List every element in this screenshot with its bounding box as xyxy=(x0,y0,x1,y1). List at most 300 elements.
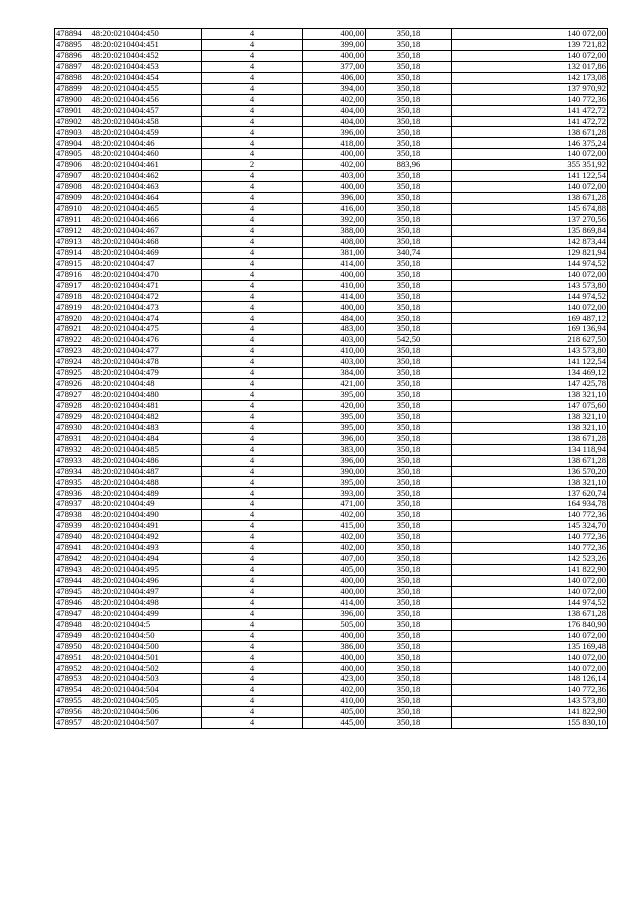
record-number-cell: 478896 xyxy=(55,50,91,61)
area-cell: 407,00 xyxy=(303,554,366,565)
area-cell: 400,00 xyxy=(303,50,366,61)
cadastral-number-cell: 48:20:0210404:482 xyxy=(91,411,202,422)
area-cell: 386,00 xyxy=(303,641,366,652)
cadastral-number-cell: 48:20:0210404:468 xyxy=(91,236,202,247)
record-number-cell: 478918 xyxy=(55,291,91,302)
record-number-cell: 478909 xyxy=(55,193,91,204)
record-number-cell: 478904 xyxy=(55,138,91,149)
record-number-cell: 478946 xyxy=(55,597,91,608)
value-cell: 140 772,36 xyxy=(452,510,608,521)
cadastral-number-cell: 48:20:0210404:477 xyxy=(91,346,202,357)
price-cell: 350,18 xyxy=(366,72,452,83)
value-cell: 140 772,36 xyxy=(452,532,608,543)
price-cell: 350,18 xyxy=(366,521,452,532)
record-number-cell: 478945 xyxy=(55,586,91,597)
value-cell: 138 671,28 xyxy=(452,433,608,444)
area-cell: 396,00 xyxy=(303,127,366,138)
record-number-cell: 478922 xyxy=(55,335,91,346)
group-cell: 4 xyxy=(202,389,303,400)
cadastral-number-cell: 48:20:0210404:474 xyxy=(91,313,202,324)
group-cell: 4 xyxy=(202,357,303,368)
table-row xyxy=(55,94,608,105)
value-cell: 138 321,10 xyxy=(452,422,608,433)
area-cell: 410,00 xyxy=(303,696,366,707)
value-cell: 138 671,28 xyxy=(452,127,608,138)
price-cell: 350,18 xyxy=(366,346,452,357)
group-cell: 4 xyxy=(202,488,303,499)
price-cell: 350,18 xyxy=(366,138,452,149)
price-cell: 350,18 xyxy=(366,39,452,50)
area-cell: 396,00 xyxy=(303,608,366,619)
area-cell: 402,00 xyxy=(303,94,366,105)
group-cell: 4 xyxy=(202,83,303,94)
table-row xyxy=(55,422,608,433)
cadastral-number-cell: 48:20:0210404:471 xyxy=(91,280,202,291)
area-cell: 377,00 xyxy=(303,61,366,72)
price-cell: 350,18 xyxy=(366,543,452,554)
value-cell: 144 974,52 xyxy=(452,597,608,608)
table-row xyxy=(55,182,608,193)
group-cell: 4 xyxy=(202,466,303,477)
price-cell: 350,18 xyxy=(366,510,452,521)
value-cell: 155 830,10 xyxy=(452,718,608,729)
group-cell: 4 xyxy=(202,313,303,324)
price-cell: 350,18 xyxy=(366,499,452,510)
record-number-cell: 478899 xyxy=(55,83,91,94)
cadastral-number-cell: 48:20:0210404:496 xyxy=(91,575,202,586)
record-number-cell: 478898 xyxy=(55,72,91,83)
record-number-cell: 478939 xyxy=(55,521,91,532)
area-cell: 400,00 xyxy=(303,29,366,40)
table-row xyxy=(55,280,608,291)
cadastral-number-cell: 48:20:0210404:498 xyxy=(91,597,202,608)
table-row xyxy=(55,258,608,269)
cadastral-number-cell: 48:20:0210404:457 xyxy=(91,105,202,116)
record-number-cell: 478951 xyxy=(55,652,91,663)
record-number-cell: 478928 xyxy=(55,400,91,411)
area-cell: 400,00 xyxy=(303,663,366,674)
price-cell: 350,18 xyxy=(366,149,452,160)
value-cell: 141 822,90 xyxy=(452,707,608,718)
price-cell: 350,18 xyxy=(366,61,452,72)
area-cell: 408,00 xyxy=(303,236,366,247)
group-cell: 4 xyxy=(202,368,303,379)
record-number-cell: 478930 xyxy=(55,422,91,433)
record-number-cell: 478949 xyxy=(55,630,91,641)
record-number-cell: 478914 xyxy=(55,247,91,258)
group-cell: 4 xyxy=(202,269,303,280)
record-number-cell: 478910 xyxy=(55,204,91,215)
value-cell: 145 674,88 xyxy=(452,204,608,215)
table-row xyxy=(55,586,608,597)
area-cell: 414,00 xyxy=(303,291,366,302)
group-cell: 4 xyxy=(202,510,303,521)
price-cell: 350,18 xyxy=(366,94,452,105)
table-row xyxy=(55,291,608,302)
value-cell: 164 934,78 xyxy=(452,499,608,510)
value-cell: 140 072,00 xyxy=(452,182,608,193)
group-cell: 4 xyxy=(202,214,303,225)
record-number-cell: 478923 xyxy=(55,346,91,357)
area-cell: 484,00 xyxy=(303,313,366,324)
table-row xyxy=(55,718,608,729)
table-row xyxy=(55,160,608,171)
value-cell: 138 671,28 xyxy=(452,193,608,204)
area-cell: 403,00 xyxy=(303,357,366,368)
price-cell: 350,18 xyxy=(366,50,452,61)
record-number-cell: 478920 xyxy=(55,313,91,324)
group-cell: 2 xyxy=(202,160,303,171)
table-row xyxy=(55,641,608,652)
price-cell: 350,18 xyxy=(366,696,452,707)
group-cell: 4 xyxy=(202,138,303,149)
value-cell: 132 017,86 xyxy=(452,61,608,72)
price-cell: 350,18 xyxy=(366,291,452,302)
table-row xyxy=(55,488,608,499)
table-row xyxy=(55,510,608,521)
area-cell: 399,00 xyxy=(303,39,366,50)
table-row xyxy=(55,619,608,630)
group-cell: 4 xyxy=(202,718,303,729)
cadastral-number-cell: 48:20:0210404:50 xyxy=(91,630,202,641)
cadastral-number-cell: 48:20:0210404:488 xyxy=(91,477,202,488)
value-cell: 140 072,00 xyxy=(452,586,608,597)
table-row xyxy=(55,608,608,619)
cadastral-number-cell: 48:20:0210404:503 xyxy=(91,674,202,685)
value-cell: 140 072,00 xyxy=(452,29,608,40)
group-cell: 4 xyxy=(202,204,303,215)
price-cell: 350,18 xyxy=(366,718,452,729)
value-cell: 140 072,00 xyxy=(452,663,608,674)
area-cell: 400,00 xyxy=(303,149,366,160)
table-row xyxy=(55,696,608,707)
table-row xyxy=(55,346,608,357)
table-row xyxy=(55,532,608,543)
price-cell: 883,96 xyxy=(366,160,452,171)
group-cell: 4 xyxy=(202,61,303,72)
table-row xyxy=(55,663,608,674)
cadastral-number-cell: 48:20:0210404:464 xyxy=(91,193,202,204)
value-cell: 147 075,60 xyxy=(452,400,608,411)
cadastral-number-cell: 48:20:0210404:487 xyxy=(91,466,202,477)
group-cell: 4 xyxy=(202,149,303,160)
area-cell: 414,00 xyxy=(303,258,366,269)
group-cell: 4 xyxy=(202,422,303,433)
record-number-cell: 478940 xyxy=(55,532,91,543)
area-cell: 400,00 xyxy=(303,182,366,193)
group-cell: 4 xyxy=(202,258,303,269)
cadastral-number-cell: 48:20:0210404:493 xyxy=(91,543,202,554)
record-number-cell: 478935 xyxy=(55,477,91,488)
table-row xyxy=(55,575,608,586)
group-cell: 4 xyxy=(202,411,303,422)
value-cell: 136 570,20 xyxy=(452,466,608,477)
value-cell: 134 469,12 xyxy=(452,368,608,379)
price-cell: 350,18 xyxy=(366,532,452,543)
price-cell: 350,18 xyxy=(366,674,452,685)
area-cell: 414,00 xyxy=(303,597,366,608)
area-cell: 390,00 xyxy=(303,466,366,477)
cadastral-number-cell: 48:20:0210404:461 xyxy=(91,160,202,171)
table-row xyxy=(55,400,608,411)
price-cell: 340,74 xyxy=(366,247,452,258)
value-cell: 140 072,00 xyxy=(452,630,608,641)
record-number-cell: 478919 xyxy=(55,302,91,313)
group-cell: 4 xyxy=(202,225,303,236)
record-number-cell: 478912 xyxy=(55,225,91,236)
table-row xyxy=(55,411,608,422)
value-cell: 129 821,94 xyxy=(452,247,608,258)
record-number-cell: 478913 xyxy=(55,236,91,247)
record-number-cell: 478944 xyxy=(55,575,91,586)
group-cell: 4 xyxy=(202,685,303,696)
table-row xyxy=(55,707,608,718)
cadastral-number-cell: 48:20:0210404:479 xyxy=(91,368,202,379)
group-cell: 4 xyxy=(202,50,303,61)
group-cell: 4 xyxy=(202,72,303,83)
price-cell: 350,18 xyxy=(366,83,452,94)
area-cell: 405,00 xyxy=(303,707,366,718)
value-cell: 138 321,10 xyxy=(452,389,608,400)
value-cell: 140 072,00 xyxy=(452,149,608,160)
area-cell: 405,00 xyxy=(303,564,366,575)
group-cell: 4 xyxy=(202,94,303,105)
cadastral-number-cell: 48:20:0210404:455 xyxy=(91,83,202,94)
price-cell: 350,18 xyxy=(366,29,452,40)
area-cell: 445,00 xyxy=(303,718,366,729)
cadastral-number-cell: 48:20:0210404:465 xyxy=(91,204,202,215)
cadastral-number-cell: 48:20:0210404:451 xyxy=(91,39,202,50)
area-cell: 402,00 xyxy=(303,532,366,543)
group-cell: 4 xyxy=(202,652,303,663)
group-cell: 4 xyxy=(202,379,303,390)
record-number-cell: 478925 xyxy=(55,368,91,379)
table-row xyxy=(55,368,608,379)
price-cell: 350,18 xyxy=(366,564,452,575)
value-cell: 138 321,10 xyxy=(452,411,608,422)
table-row xyxy=(55,29,608,40)
table-row xyxy=(55,357,608,368)
record-number-cell: 478943 xyxy=(55,564,91,575)
cadastral-number-cell: 48:20:0210404:507 xyxy=(91,718,202,729)
price-cell: 350,18 xyxy=(366,182,452,193)
group-cell: 4 xyxy=(202,663,303,674)
area-cell: 393,00 xyxy=(303,488,366,499)
cadastral-number-cell: 48:20:0210404:454 xyxy=(91,72,202,83)
price-cell: 350,18 xyxy=(366,422,452,433)
table-row xyxy=(55,204,608,215)
area-cell: 402,00 xyxy=(303,160,366,171)
record-number-cell: 478947 xyxy=(55,608,91,619)
table-row xyxy=(55,105,608,116)
group-cell: 4 xyxy=(202,477,303,488)
record-number-cell: 478955 xyxy=(55,696,91,707)
record-number-cell: 478942 xyxy=(55,554,91,565)
cadastral-number-cell: 48:20:0210404:485 xyxy=(91,444,202,455)
price-cell: 350,18 xyxy=(366,204,452,215)
value-cell: 141 822,90 xyxy=(452,564,608,575)
cadastral-number-cell: 48:20:0210404:492 xyxy=(91,532,202,543)
price-cell: 350,18 xyxy=(366,269,452,280)
group-cell: 4 xyxy=(202,608,303,619)
price-cell: 350,18 xyxy=(366,302,452,313)
value-cell: 143 573,80 xyxy=(452,280,608,291)
group-cell: 4 xyxy=(202,564,303,575)
area-cell: 383,00 xyxy=(303,444,366,455)
table-row xyxy=(55,466,608,477)
value-cell: 140 072,00 xyxy=(452,652,608,663)
price-cell: 350,18 xyxy=(366,619,452,630)
cadastral-number-cell: 48:20:0210404:500 xyxy=(91,641,202,652)
area-cell: 402,00 xyxy=(303,510,366,521)
cadastral-number-cell: 48:20:0210404:484 xyxy=(91,433,202,444)
area-cell: 410,00 xyxy=(303,346,366,357)
price-cell: 350,18 xyxy=(366,357,452,368)
cadastral-number-cell: 48:20:0210404:462 xyxy=(91,171,202,182)
price-cell: 350,18 xyxy=(366,116,452,127)
value-cell: 140 072,00 xyxy=(452,269,608,280)
table-row xyxy=(55,236,608,247)
group-cell: 4 xyxy=(202,291,303,302)
group-cell: 4 xyxy=(202,400,303,411)
table-row xyxy=(55,302,608,313)
cadastral-number-cell: 48:20:0210404:458 xyxy=(91,116,202,127)
area-cell: 505,00 xyxy=(303,619,366,630)
group-cell: 4 xyxy=(202,116,303,127)
table-row xyxy=(55,116,608,127)
record-number-cell: 478894 xyxy=(55,29,91,40)
price-cell: 350,18 xyxy=(366,324,452,335)
table-row xyxy=(55,214,608,225)
area-cell: 395,00 xyxy=(303,422,366,433)
group-cell: 4 xyxy=(202,324,303,335)
record-number-cell: 478941 xyxy=(55,543,91,554)
price-cell: 350,18 xyxy=(366,171,452,182)
area-cell: 415,00 xyxy=(303,521,366,532)
cadastral-number-cell: 48:20:0210404:453 xyxy=(91,61,202,72)
price-cell: 350,18 xyxy=(366,663,452,674)
table-row xyxy=(55,521,608,532)
table-row xyxy=(55,543,608,554)
group-cell: 4 xyxy=(202,499,303,510)
area-cell: 400,00 xyxy=(303,575,366,586)
value-cell: 142 173,08 xyxy=(452,72,608,83)
area-cell: 381,00 xyxy=(303,247,366,258)
value-cell: 137 270,56 xyxy=(452,214,608,225)
cadastral-number-cell: 48:20:0210404:48 xyxy=(91,379,202,390)
price-cell: 350,18 xyxy=(366,368,452,379)
record-number-cell: 478915 xyxy=(55,258,91,269)
table-row xyxy=(55,39,608,50)
value-cell: 141 472,72 xyxy=(452,105,608,116)
area-cell: 423,00 xyxy=(303,674,366,685)
record-number-cell: 478924 xyxy=(55,357,91,368)
area-cell: 396,00 xyxy=(303,433,366,444)
price-cell: 542,50 xyxy=(366,335,452,346)
table-row xyxy=(55,61,608,72)
price-cell: 350,18 xyxy=(366,214,452,225)
value-cell: 140 772,36 xyxy=(452,543,608,554)
group-cell: 4 xyxy=(202,105,303,116)
cadastral-number-cell: 48:20:0210404:460 xyxy=(91,149,202,160)
record-number-cell: 478956 xyxy=(55,707,91,718)
group-cell: 4 xyxy=(202,554,303,565)
table-row xyxy=(55,138,608,149)
value-cell: 135 169,48 xyxy=(452,641,608,652)
cadastral-number-cell: 48:20:0210404:486 xyxy=(91,455,202,466)
group-cell: 4 xyxy=(202,171,303,182)
cadastral-number-cell: 48:20:0210404:472 xyxy=(91,291,202,302)
price-cell: 350,18 xyxy=(366,105,452,116)
value-cell: 355 351,92 xyxy=(452,160,608,171)
area-cell: 421,00 xyxy=(303,379,366,390)
cadastral-number-cell: 48:20:0210404:481 xyxy=(91,400,202,411)
price-cell: 350,18 xyxy=(366,455,452,466)
table-row xyxy=(55,149,608,160)
value-cell: 144 974,52 xyxy=(452,258,608,269)
group-cell: 4 xyxy=(202,707,303,718)
group-cell: 4 xyxy=(202,247,303,258)
value-cell: 139 721,82 xyxy=(452,39,608,50)
table-row xyxy=(55,269,608,280)
price-cell: 350,18 xyxy=(366,258,452,269)
group-cell: 4 xyxy=(202,455,303,466)
table-row xyxy=(55,171,608,182)
record-number-cell: 478921 xyxy=(55,324,91,335)
price-cell: 350,18 xyxy=(366,630,452,641)
table-row xyxy=(55,499,608,510)
record-number-cell: 478938 xyxy=(55,510,91,521)
cadastral-number-cell: 48:20:0210404:491 xyxy=(91,521,202,532)
group-cell: 4 xyxy=(202,575,303,586)
group-cell: 4 xyxy=(202,39,303,50)
price-cell: 350,18 xyxy=(366,236,452,247)
cadastral-number-cell: 48:20:0210404:452 xyxy=(91,50,202,61)
table-row xyxy=(55,379,608,390)
cadastral-number-cell: 48:20:0210404:483 xyxy=(91,422,202,433)
value-cell: 218 627,50 xyxy=(452,335,608,346)
group-cell: 4 xyxy=(202,433,303,444)
table-row xyxy=(55,247,608,258)
price-cell: 350,18 xyxy=(366,280,452,291)
price-cell: 350,18 xyxy=(366,685,452,696)
area-cell: 404,00 xyxy=(303,105,366,116)
price-cell: 350,18 xyxy=(366,411,452,422)
cadastral-value-table xyxy=(54,28,608,729)
cadastral-number-cell: 48:20:0210404:46 xyxy=(91,138,202,149)
value-cell: 137 970,92 xyxy=(452,83,608,94)
area-cell: 392,00 xyxy=(303,214,366,225)
area-cell: 395,00 xyxy=(303,389,366,400)
value-cell: 134 118,94 xyxy=(452,444,608,455)
cadastral-number-cell: 48:20:0210404:499 xyxy=(91,608,202,619)
price-cell: 350,18 xyxy=(366,444,452,455)
cadastral-number-cell: 48:20:0210404:494 xyxy=(91,554,202,565)
area-cell: 395,00 xyxy=(303,477,366,488)
value-cell: 138 671,28 xyxy=(452,455,608,466)
cadastral-number-cell: 48:20:0210404:480 xyxy=(91,389,202,400)
group-cell: 4 xyxy=(202,696,303,707)
cadastral-number-cell: 48:20:0210404:450 xyxy=(91,29,202,40)
area-cell: 400,00 xyxy=(303,269,366,280)
record-number-cell: 478916 xyxy=(55,269,91,280)
value-cell: 145 324,70 xyxy=(452,521,608,532)
record-number-cell: 478927 xyxy=(55,389,91,400)
area-cell: 395,00 xyxy=(303,411,366,422)
record-number-cell: 478906 xyxy=(55,160,91,171)
record-number-cell: 478907 xyxy=(55,171,91,182)
group-cell: 4 xyxy=(202,619,303,630)
